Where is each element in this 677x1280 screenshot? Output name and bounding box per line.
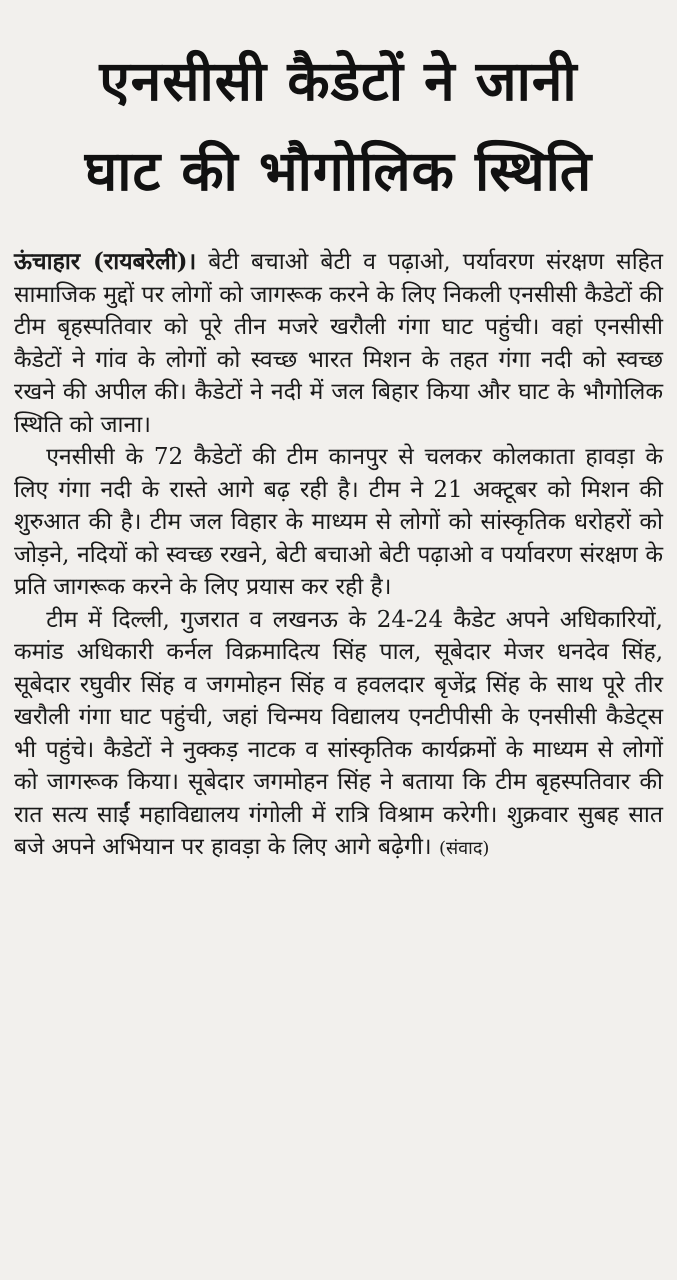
headline-line-1: एनसीसी कैडेटों ने जानी: [99, 49, 578, 113]
credit: (संवाद): [438, 838, 490, 859]
article-paragraph-3: [14, 604, 663, 866]
article-paragraph-1: [14, 246, 663, 441]
paragraph-3-text: टीम में दिल्ली, गुजरात व लखनऊ के 24-24 कैडेट अपने अधिकारियों, कमांड अधिकारी कर्नल विक्रमादित्य सिंह पाल, सूबेदार मेजर धनदेव सिंह, सूबेदार रघुवीर सिंह व जगमोहन सिंह व हवलदार बृजेंद्र सिंह के साथ पूरे तीर खरौली गंगा घाट पहुंची, जहां चिन्मय विद्यालय एनटीपीसी के एनसीसी कैडेट्स भी पहुंचे। कैडेटों ने नुक्कड़ नाटक व सांस्कृतिक कार्यक्रमों के माध्यम से लोगों को जागरूक किया। सूबेदार जगमोहन सिंह ने बताया कि टीम बृहस्पतिवार की रात सत्य साईं महाविद्यालय गंगोली में रात्रि विश्राम करेगी। शुक्रवार सुबह सात बजे अपने अभियान पर हावड़ा के लिए आगे बढ़ेगी।: [14, 606, 663, 860]
article-body: [14, 246, 663, 866]
article-paragraph-2: एनसीसी के 72 कैडेटों की टीम कानपुर से चलकर कोलकाता हावड़ा के लिए गंगा नदी के रास्ते आगे बढ़ रही है। टीम ने 21 अक्टूबर को मिशन की शुरुआत की है। टीम जल विहार के माध्यम से लोगों को सांस्कृतिक धरोहरों को जोड़ने, नदियों को स्वच्छ रखने, बेटी बचाओ बेटी पढ़ाओ व पर्यावरण संरक्षण के प्रति जागरूक करने के लिए प्रयास कर रही है।: [14, 444, 664, 600]
dateline: ऊंचाहार (रायबरेली)।: [14, 248, 197, 275]
headline-line-2: घाट की भौगोलिक स्थिति: [84, 139, 593, 203]
headline: [14, 0, 663, 216]
paragraph-1-text: बेटी बचाओ बेटी व पढ़ाओ, पर्यावरण संरक्षण सहित सामाजिक मुद्दों पर लोगों को जागरूक करने के लिए निकली एनसीसी कैडेटों की टीम बृहस्पतिवार को पूरे तीन मजरे खरौली गंगा घाट पहुंची। वहां एनसीसी कैडेटों ने गांव के लोगों को स्वच्छ भारत मिशन के तहत गंगा नदी को स्वच्छ रखने की अपील की। कैडेटों ने नदी में जल बिहार किया और घाट के भौगोलिक स्थिति को जाना।: [14, 249, 663, 438]
